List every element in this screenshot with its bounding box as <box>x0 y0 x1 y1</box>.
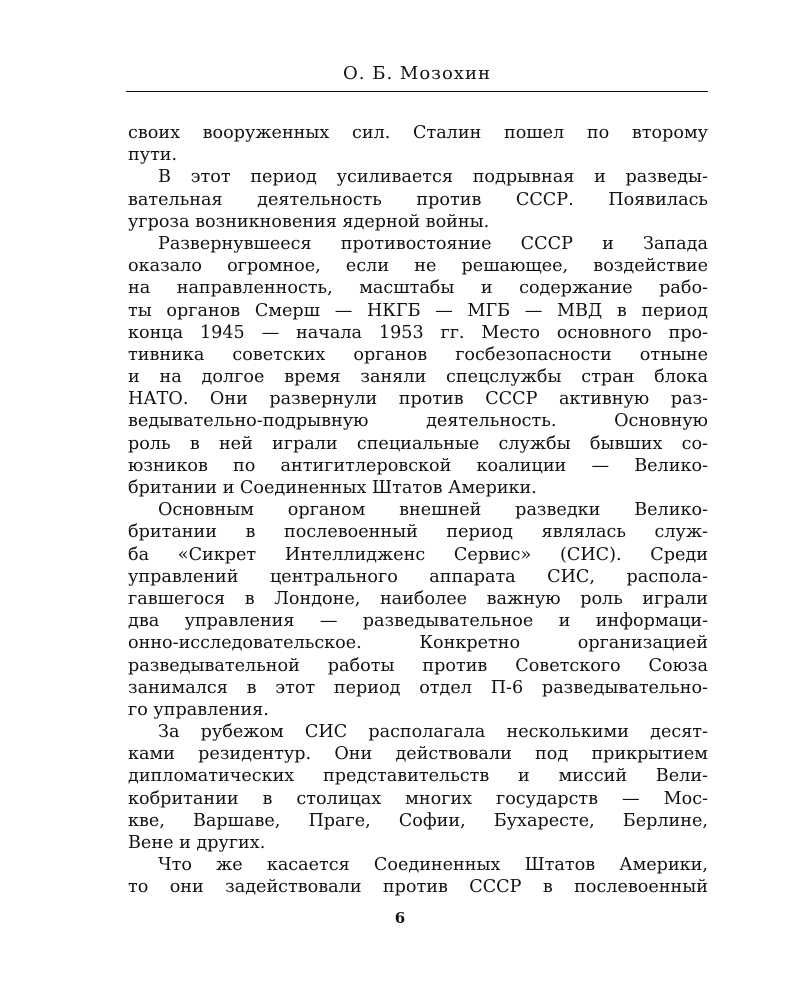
text-line: За рубежом СИС располагала несколькими десят- <box>158 722 708 743</box>
paragraph <box>128 721 708 854</box>
text-line: два управления — разведывательное и информаци- <box>128 611 708 632</box>
text-line: юзников по антигитлеровской коалиции — Велико- <box>128 455 708 476</box>
text-line: ведывательно-подрывную деятельность. Основную <box>128 411 708 432</box>
text-line: британии в послевоенный период являлась служ- <box>128 522 708 543</box>
text-line: гавшегося в Лондоне, наиболее важную роль играли <box>128 588 708 609</box>
text-line: ками резидентур. Они действовали под прикрытием <box>128 744 708 765</box>
text-line: роль в ней играли специальные службы бывших со- <box>128 433 708 454</box>
paragraph <box>128 166 708 233</box>
text-line: В этот период усиливается подрывная и разведы- <box>158 167 708 188</box>
text-line: разведывательной работы против Советского Союза <box>128 655 708 676</box>
page-number: 6 <box>394 909 406 927</box>
text-line: кобритании в столицах многих государств — Мос- <box>128 788 708 809</box>
text-line: ты органов Смерш — НКГБ — МГБ — МВД в период <box>128 300 708 321</box>
text-line: кве, Варшаве, Праге, Софии, Бухаресте, Берлине, <box>128 810 708 831</box>
text-line: Вене и других. <box>128 833 266 853</box>
text-line: НАТО. Они развернули против СССР активную раз- <box>128 389 708 410</box>
text-line: своих вооруженных сил. Сталин пошел по второму <box>128 123 708 143</box>
paragraph <box>128 233 708 499</box>
body-text <box>128 122 708 899</box>
text-line: занимался в этот период отдел П-6 разведывательно- <box>128 677 708 698</box>
paragraph <box>128 122 708 166</box>
text-line: тивника советских органов госбезопасности отныне <box>128 344 708 365</box>
text-line: управлений центрального аппарата СИС, распола- <box>128 566 708 587</box>
text-line: оказало огромное, если не решающее, воздействие <box>128 256 708 277</box>
text-line: Что же касается Соединенных Штатов Америки, <box>158 855 708 876</box>
text-line: и на долгое время заняли спецслужбы стран блока <box>128 367 708 388</box>
text-line: го управления. <box>128 699 269 720</box>
text-line: британии и Соединенных Штатов Америки. <box>128 478 537 498</box>
text-line: угроза возникновения ядерной войны. <box>128 211 490 232</box>
text-line: дипломатических представительств и миссий Вели- <box>128 766 708 787</box>
paragraph <box>128 499 708 721</box>
text-line: конца 1945 — начала 1953 гг. Место основного про- <box>128 322 708 343</box>
header-rule <box>126 91 708 92</box>
text-line: пути. <box>128 145 178 166</box>
text-line: Основным органом внешней разведки Велико- <box>158 500 708 521</box>
text-line: вательная деятельность против СССР. Появилась <box>128 189 708 210</box>
paragraph <box>128 854 708 898</box>
text-line: на направленность, масштабы и содержание рабо- <box>128 278 708 299</box>
text-line: ба «Сикрет Интеллидженс Сервис» (СИС). Среди <box>128 544 708 565</box>
text-line: Развернувшееся противостояние СССР и Запада <box>158 233 708 254</box>
text-line: то они задействовали против СССР в послевоенный <box>128 877 708 898</box>
text-line: онно-исследовательское. Конкретно организацией <box>128 633 708 654</box>
running-head: О. Б. Мозохин <box>343 63 491 84</box>
